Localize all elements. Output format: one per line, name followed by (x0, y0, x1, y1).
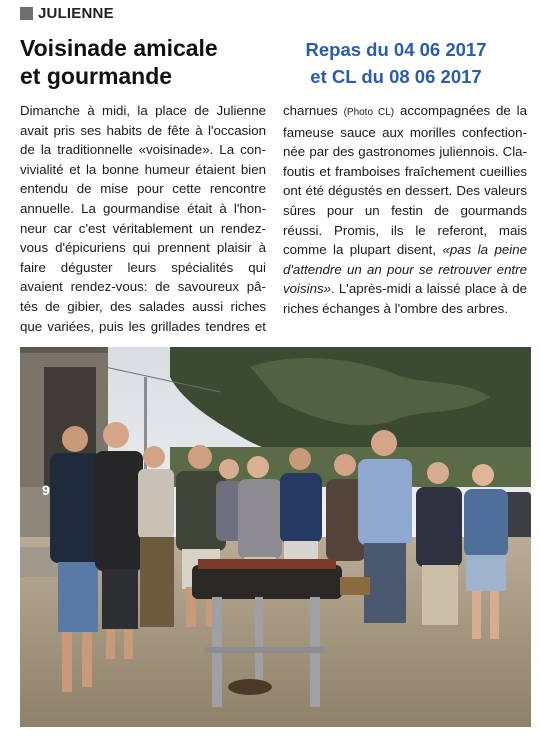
quote-fragment: «pas la peine (442, 242, 527, 258)
group-photo-illustration (20, 347, 531, 727)
text-fragment: charnues (283, 103, 338, 118)
date-note (276, 36, 516, 90)
rubric-square-icon (20, 7, 33, 20)
text-line: foutis et framboises fraîchement cueillies (283, 163, 527, 179)
text-line: vous d'épicuriens qui prennent plaisir à (20, 240, 266, 256)
text-fragment: accompagnées de la (399, 103, 527, 118)
headline-line-2: et gourmande (20, 63, 173, 89)
article-headline (20, 34, 260, 90)
section-rubric (20, 5, 114, 21)
text-line: entendu de mise pour cette rencontre (20, 181, 266, 197)
shirt-number: 9 (42, 482, 50, 498)
quote-line: d'attendre un an pour se retrouver entre (283, 261, 527, 277)
date-note-line-1: Repas du 04 06 2017 (305, 39, 487, 60)
text-line: faire déguster leurs spécialités qui (20, 259, 266, 275)
group-photo (20, 347, 531, 727)
text-line: sûres pour un festin de gourmands (283, 202, 527, 218)
text-line: neur car c'est véritablement un rendez- (20, 220, 266, 236)
text-line: riches échanges à l'ombre des arbres. (283, 300, 509, 316)
text-line-with-credit (283, 101, 527, 123)
headline-line-1: Voisinade amicale (20, 35, 218, 61)
text-line: réussi. Promis, ils le referont, mais (283, 222, 527, 238)
text-line: née par des gastronomes juliennois. Cla- (283, 144, 527, 160)
text-line: vivialité et la bonne humeur étaient bien (20, 161, 266, 177)
text-line: annuelle. La gourmandise était à l'hon- (20, 200, 266, 216)
date-note-line-2: et CL du 08 06 2017 (310, 66, 482, 87)
text-line: Dimanche à midi, la place de Julienne (20, 103, 266, 118)
article-column-left (20, 101, 266, 336)
text-line: tés de gibier, des salades aussi riches (20, 298, 266, 314)
rubric-label: JULIENNE (38, 4, 114, 22)
text-fragment: . L'après-midi a laissé place à de (331, 281, 527, 297)
text-line: avaient rendez-vous: de savoureux pâ- (20, 279, 266, 295)
quote-fragment: voisins» (283, 281, 332, 297)
text-line: que variées, puis les grillades tendres et (20, 318, 266, 334)
text-line (283, 279, 527, 299)
text-line: avait pris ses habits de fête à l'occasion (20, 122, 266, 138)
article-column-right (283, 101, 527, 319)
text-line: de la traditionnelle «voisinade». La con- (20, 142, 266, 158)
text-line: fameuse sauce aux morilles confection- (283, 124, 527, 140)
text-line: ont été dégustés en dessert. Des valeurs (283, 183, 527, 199)
photo-credit: (Photo CL) (343, 107, 395, 118)
text-fragment: comme la plupart disent, (283, 242, 443, 258)
text-line (283, 240, 527, 260)
